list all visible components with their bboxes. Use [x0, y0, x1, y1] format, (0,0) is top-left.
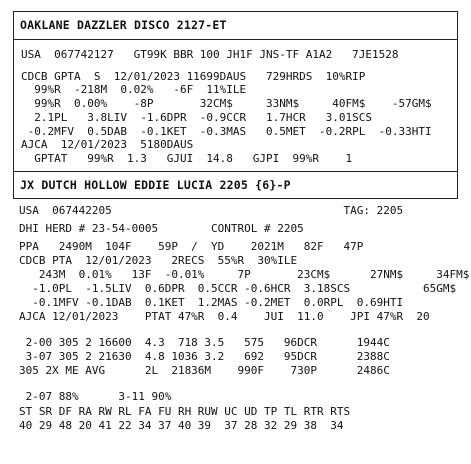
animal1-line-gptat: GPTAT 99%R 1.3 GJUI 14.8 GJPI 99%R 1 — [21, 152, 353, 165]
animal2-line-ajca: AJCA 12/01/2023 PTAT 47%R 0.4 JUI 11.0 JPI 47%R 20 — [19, 310, 430, 323]
animal1-line-id: USA 067742127 GT99K BBR 100 JH1F JNS-TF A1A2 7JE1528 — [21, 48, 399, 61]
animal1-line-indexes: 99%R 0.00% -8P 32CM$ 33NM$ 40FM$ -57GM$ — [21, 97, 432, 110]
animal1-body-box — [13, 39, 458, 172]
animal2-line-me-avg: 305 2X ME AVG 2L 21836M 990F 730P 2486C — [19, 364, 390, 377]
animal2-line-trait-values: 40 29 48 20 41 22 34 37 40 39 37 28 32 29 38 34 — [19, 419, 344, 432]
animal2-line-production: 243M 0.01% 13F -0.01% 7P 23CM$ 27NM$ 34FM$ — [19, 268, 470, 281]
animal2-line-cdcb: CDCB PTA 12/01/2023 2RECS 55%R 30%ILE — [19, 254, 298, 267]
animal2-line-ppa: PPA 2490M 104F 59P / YD 2021M 82F 47P — [19, 240, 364, 253]
animal2-line-herd: DHI HERD # 23-54-0005 CONTROL # 2205 — [19, 222, 304, 235]
animal1-line-production: 99%R -218M 0.02% -6F 11%ILE — [21, 83, 247, 96]
animal2-name: JX DUTCH HOLLOW EDDIE LUCIA 2205 {6}-P — [20, 178, 291, 192]
animal1-line-ajca: AJCA 12/01/2023 5180DAUS — [21, 138, 194, 151]
animal2-line-lactation2: 3-07 305 2 21630 4.8 1036 3.2 692 95DCR 2388C — [19, 350, 390, 363]
animal1-name: OAKLANE DAZZLER DISCO 2127-ET — [20, 18, 227, 32]
animal2-line-health2: -0.1MFV -0.1DAB 0.1KET 1.2MAS -0.2MET 0.0RPL 0.69HTI — [19, 296, 404, 309]
animal2-line-classification: 2-07 88% 3-11 90% — [19, 390, 172, 403]
animal2-line-health: -1.0PL -1.5LIV 0.6DPR 0.5CCR -0.6HCR 3.18SCS 65GM$ — [19, 282, 457, 295]
animal2-title-box — [13, 171, 458, 199]
animal2-line-id: USA 067442205 TAG: 2205 — [19, 204, 404, 217]
animal1-line-health: 2.1PL 3.8LIV -1.6DPR -0.9CCR 1.7HCR 3.01SCS — [21, 111, 372, 124]
animal1-title-box — [13, 11, 458, 40]
animal2-line-lactation1: 2-00 305 2 16600 4.3 718 3.5 575 96DCR 1944C — [19, 336, 390, 349]
animal2-line-trait-headers: ST SR DF RA RW RL FA FU RH RUW UC UD TP TL RTR RTS — [19, 405, 351, 418]
animal1-line-health2: -0.2MFV 0.5DAB -0.1KET -0.3MAS 0.5MET -0.2RPL -0.33HTI — [21, 125, 432, 138]
animal1-line-gpta: CDCB GPTA S 12/01/2023 11699DAUS 729HRDS 10%RIP — [21, 70, 366, 83]
